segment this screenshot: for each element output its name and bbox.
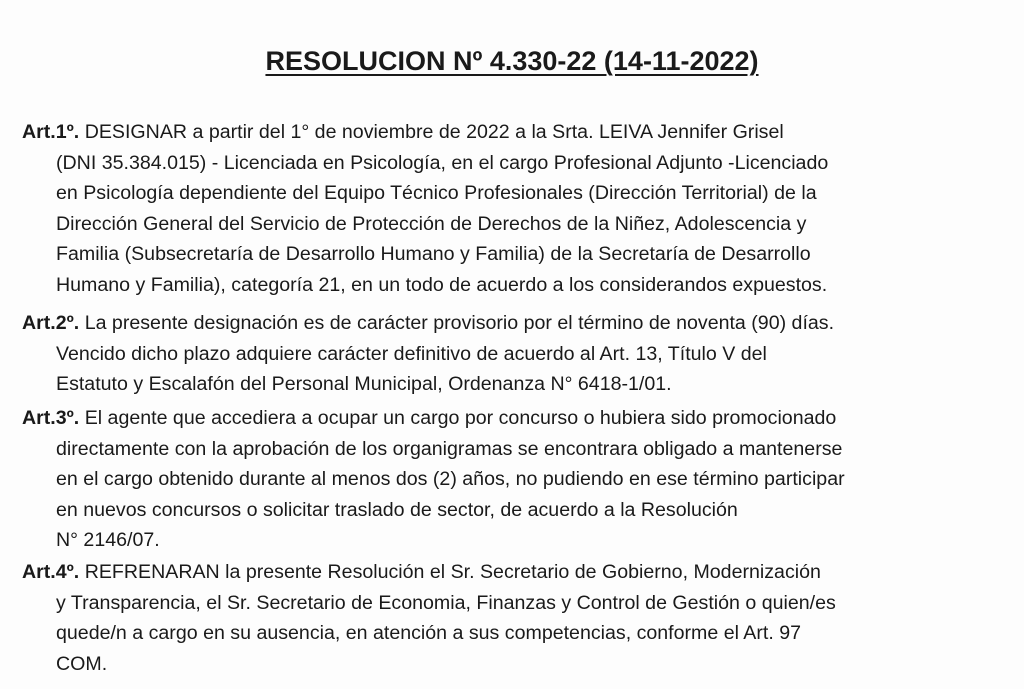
article-line	[22, 117, 1017, 148]
resolution-title	[0, 44, 1024, 78]
article-text: DESIGNAR a partir del 1° de noviembre de 2022 a la Srta. LEIVA Jennifer Grisel	[79, 121, 784, 143]
resolution-title-text: RESOLUCION Nº 4.330-22 (14-11-2022)	[265, 46, 759, 76]
article-label: Art.2º.	[22, 312, 80, 334]
article-line: Dirección General del Servicio de Protección de Derechos de la Niñez, Adolescencia y	[56, 212, 807, 235]
article-line	[22, 557, 1017, 588]
article-label: Art.3º.	[22, 407, 80, 429]
article-line: Estatuto y Escalafón del Personal Municipal, Ordenanza N° 6418-1/01.	[56, 373, 672, 395]
article-line: Familia (Subsecretaría de Desarrollo Humano y Familia) de la Secretaría de Desarrollo	[56, 243, 811, 265]
article-text: El agente que accediera a ocupar un cargo por concurso o hubiera sido promocionado	[79, 407, 837, 429]
article-line: Humano y Familia), categoría 21, en un todo de acuerdo a los considerandos expuestos.	[56, 273, 828, 296]
article-1	[22, 117, 1017, 300]
article-line: quede/n a cargo en su ausencia, en atención a sus competencias, conforme el Art. 97	[56, 622, 802, 644]
article-line: N° 2146/07.	[56, 529, 160, 551]
article-label: Art.1º.	[22, 121, 80, 143]
article-line: en el cargo obtenido durante al menos dos (2) años, no pudiendo en ese término participar	[56, 468, 845, 490]
article-label: Art.4º.	[22, 561, 80, 583]
article-line: directamente con la aprobación de los organigramas se encontrara obligado a mantenerse	[56, 437, 843, 460]
article-line: COM.	[56, 652, 108, 675]
article-4	[22, 557, 1017, 679]
article-2	[22, 308, 1017, 400]
article-text: La presente designación es de carácter provisorio por el término de noventa (90) días.	[79, 312, 835, 334]
article-text: REFRENARAN la presente Resolución el Sr. Secretario de Gobierno, Modernización	[79, 561, 821, 583]
article-line	[22, 403, 1017, 434]
article-line	[22, 308, 1017, 339]
article-line: (DNI 35.384.015) - Licenciada en Psicología, en el cargo Profesional Adjunto -Licenciado	[56, 151, 829, 174]
article-line: y Transparencia, el Sr. Secretario de Economia, Finanzas y Control de Gestión o quien/es	[56, 591, 836, 614]
article-line: Vencido dicho plazo adquiere carácter definitivo de acuerdo al Art. 13, Título V del	[56, 342, 767, 365]
article-line: en nuevos concursos o solicitar traslado de sector, de acuerdo a la Resolución	[56, 498, 738, 521]
article-3	[22, 403, 1017, 556]
article-line: en Psicología dependiente del Equipo Técnico Profesionales (Dirección Territorial) de la	[56, 182, 817, 204]
